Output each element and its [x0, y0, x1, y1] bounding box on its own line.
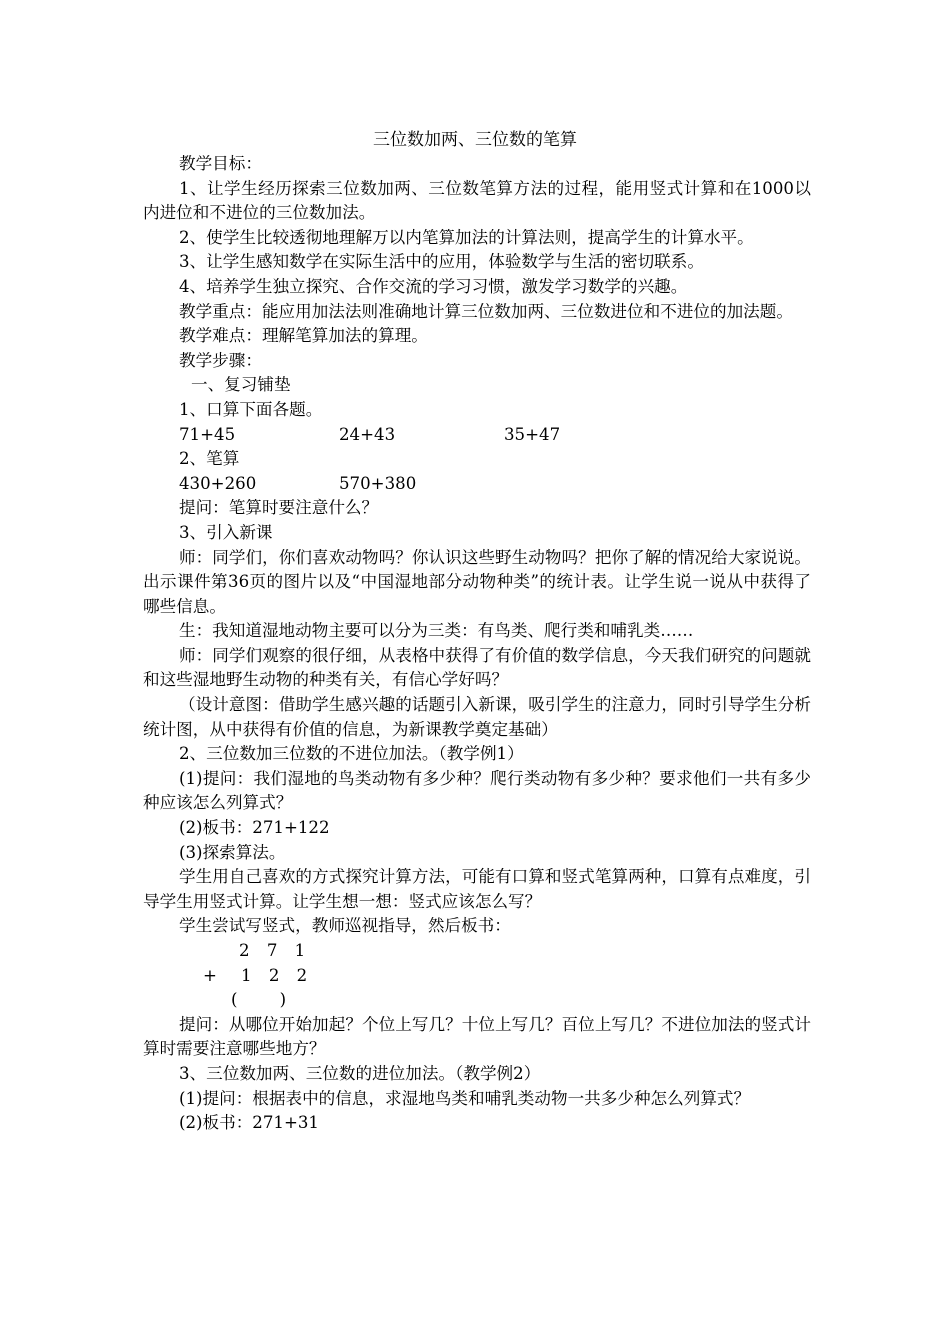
part2-question-2: 提问：从哪位开始加起？个位上写几？十位上写几？百位上写几？不进位加法的竖式计算时需要注意哪些地方？ — [143, 1014, 811, 1059]
vertical-result: ( ) — [231, 990, 287, 1010]
difficulty: 教学难点：理解笔算加法的算理。 — [179, 326, 428, 346]
part3-heading: 3、三位数加两、三位数的进位加法。（教学例2） — [179, 1063, 541, 1083]
intro-heading: 3、引入新课 — [179, 522, 273, 542]
review-2: 2、笔算 — [179, 449, 240, 469]
section-heading-review: 一、复习铺垫 — [191, 375, 291, 395]
document-title: 三位数加两、三位数的笔算 — [373, 130, 577, 150]
review-1-items — [143, 423, 811, 448]
review-1-item: 35+47 — [504, 424, 561, 444]
review-1: 1、口算下面各题。 — [179, 399, 323, 419]
plus-sign: + — [203, 965, 217, 985]
review-1-item: 71+45 — [179, 424, 236, 444]
objective-3: 3、让学生感知数学在实际生活中的应用，体验数学与生活的密切联系。 — [179, 252, 704, 272]
review-2-item: 430+260 — [179, 473, 257, 493]
objective-1: 1、让学生经历探索三位数加两、三位数笔算方法的过程，能用竖式计算和在1000以内进位和不进位的三位数加法。 — [143, 178, 811, 223]
part2-heading: 2、三位数加三位数的不进位加法。（教学例1） — [179, 744, 524, 764]
objective-2: 2、使学生比较透彻地理解万以内笔算加法的计算法则，提高学生的计算水平。 — [179, 227, 754, 247]
vertical-addend-bottom-row — [143, 964, 811, 989]
part2-board: (2)板书：271+122 — [179, 818, 330, 838]
key-point: 教学重点：能应用加法法则准确地计算三位数加两、三位数进位和不进位的加法题。 — [179, 301, 793, 321]
part3-question-1: (1)提问：根据表中的信息，求湿地鸟类和哺乳类动物一共多少种怎么列算式？ — [179, 1088, 751, 1108]
part2-question-1: (1)提问：我们湿地的鸟类动物有多少种？爬行类动物有多少种？要求他们一共有多少种应该怎么列算式？ — [143, 768, 811, 813]
part3-board: (2)板书：271+31 — [179, 1113, 319, 1133]
part2-paragraph-1: 学生用自己喜欢的方式探究计算方法，可能有口算和竖式笔算两种，口算有点难度，引导学生用竖式计算。让学生想一想：竖式应该怎么写？ — [143, 867, 811, 911]
part2-paragraph-2: 学生尝试写竖式，教师巡视指导，然后板书： — [179, 916, 511, 936]
student-line-1: 生：我知道湿地动物主要可以分为三类：有鸟类、爬行类和哺乳类…… — [179, 621, 694, 641]
teacher-line-1: 师：同学们，你们喜欢动物吗？你认识这些野生动物吗？把你了解的情况给大家说说。出示课件第36页的图片以及“中国湿地部分动物种类”的统计表。让学生说一说从中获得了哪些信息。 — [143, 547, 811, 616]
vertical-addend-top: 2 7 1 — [239, 941, 312, 960]
design-note: （设计意图：借助学生感兴趣的话题引入新课，吸引学生的注意力，同时引导学生分析统计图，从中获得有价值的信息，为新课教学奠定基础） — [143, 695, 811, 739]
review-1-item: 24+43 — [339, 424, 396, 444]
review-2-items — [143, 472, 811, 497]
review-question: 提问：笔算时要注意什么？ — [179, 498, 379, 518]
objectives-heading: 教学目标： — [179, 154, 262, 173]
part2-explore: (3)探索算法。 — [179, 842, 286, 862]
document-body — [143, 152, 811, 1136]
objective-4: 4、培养学生独立探究、合作交流的学习习惯，激发学习数学的兴趣。 — [179, 276, 688, 296]
steps-heading: 教学步骤： — [179, 350, 262, 370]
review-2-item: 570+380 — [339, 473, 417, 493]
teacher-line-2: 师：同学们观察的很仔细，从表格中获得了有价值的数学信息，今天我们研究的问题就和这些湿地野生动物的种类有关，有信心学好吗？ — [143, 645, 811, 690]
vertical-addend-bottom: 1 2 2 — [241, 965, 314, 985]
